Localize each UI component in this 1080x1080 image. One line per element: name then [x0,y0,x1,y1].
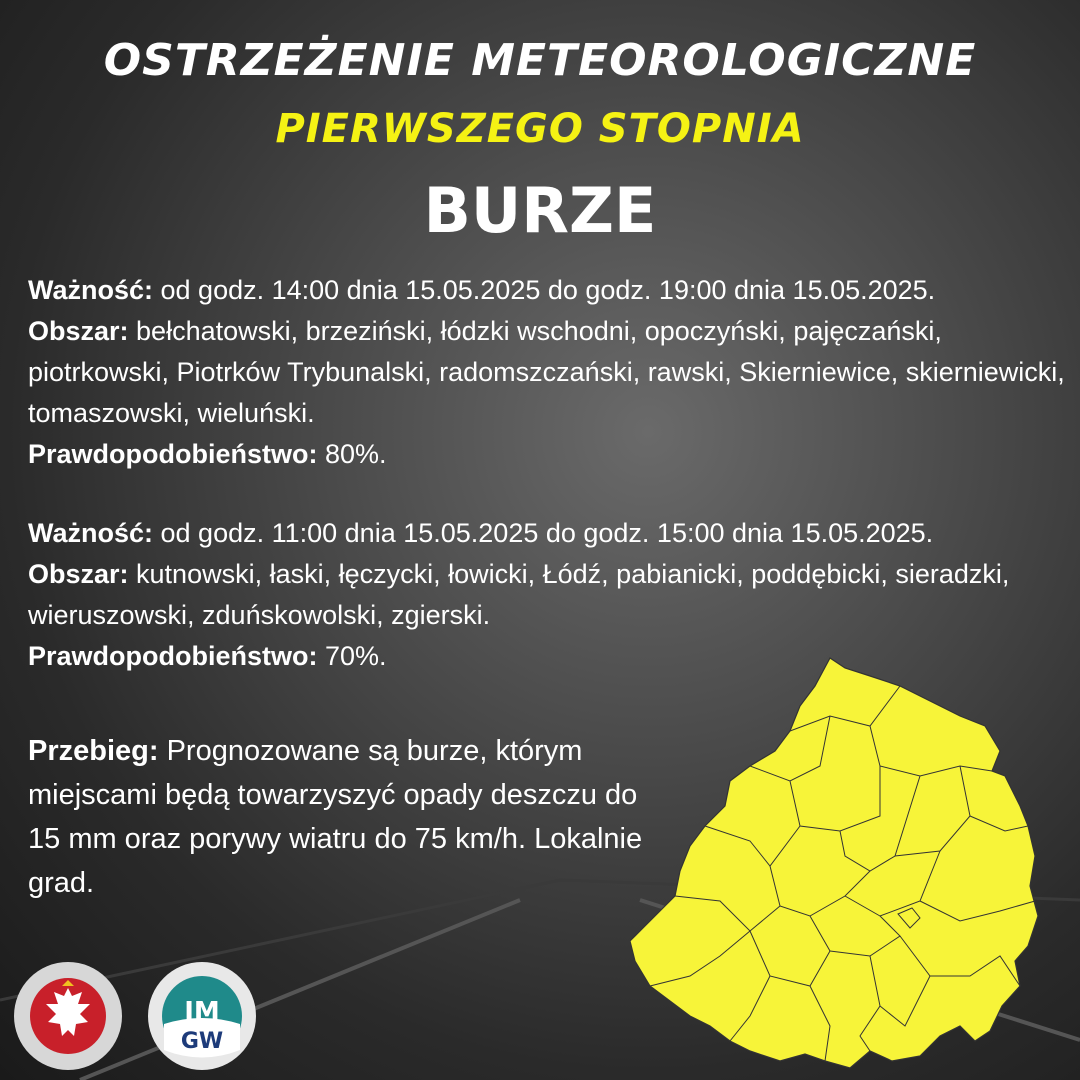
forecast-description [28,729,668,905]
warning-area [28,311,1068,434]
warning-block-2 [28,513,1068,677]
imgw-logo [146,960,258,1072]
area-value: kutnowski, łaski, łęczycki, łowicki, Łódź, pabianicki, poddębicki, sieradzki, wieruszowski, zduńskowolski, zgierski. [28,559,1010,630]
warning-validity [28,513,1068,554]
area-value: bełchatowski, brzeziński, łódzki wschodni, opoczyński, pajęczański, piotrkowski, Piotrków Trybunalski, radomszczański, rawski, Skierniewice, skierniewicki, tomaszowski, wieluński. [28,316,1065,428]
validity-value: od godz. 14:00 dnia 15.05.2025 do godz. 19:00 dnia 15.05.2025. [153,275,936,305]
region-outline [630,658,1038,1068]
validity-value: od godz. 11:00 dnia 15.05.2025 do godz. 15:00 dnia 15.05.2025. [153,518,934,548]
title-line-2: PIERWSZEGO STOPNIA [275,106,805,152]
probability-value: 70%. [317,641,387,671]
warning-area [28,554,1068,636]
validity-label: Ważność: [28,518,154,548]
warning-probability [28,434,1068,475]
area-label: Obszar: [28,559,129,589]
urzad-wojewodzki-logo [12,960,124,1072]
probability-label: Prawdopodobieństwo: [28,641,318,671]
warning-validity [28,270,1068,311]
imgw-bottom-text: GW [180,1029,224,1054]
area-label: Obszar: [28,316,129,346]
warning-block-1 [28,270,1068,475]
title-hazard: BURZE [423,174,657,247]
forecast-value: Prognozowane są burze, którym miejscami będą towarzyszyć opady deszczu do 15 mm oraz porywy wiatru do 75 km/h. Lokalnie grad. [28,735,643,899]
title-line-1: OSTRZEŻENIE METEOROLOGICZNE [103,35,977,86]
probability-label: Prawdopodobieństwo: [28,439,318,469]
probability-value: 80%. [317,439,387,469]
lodzkie-region-map [630,656,1040,1076]
forecast-label: Przebieg: [28,735,159,767]
validity-label: Ważność: [28,275,154,305]
imgw-top-text: IM [184,997,220,1027]
